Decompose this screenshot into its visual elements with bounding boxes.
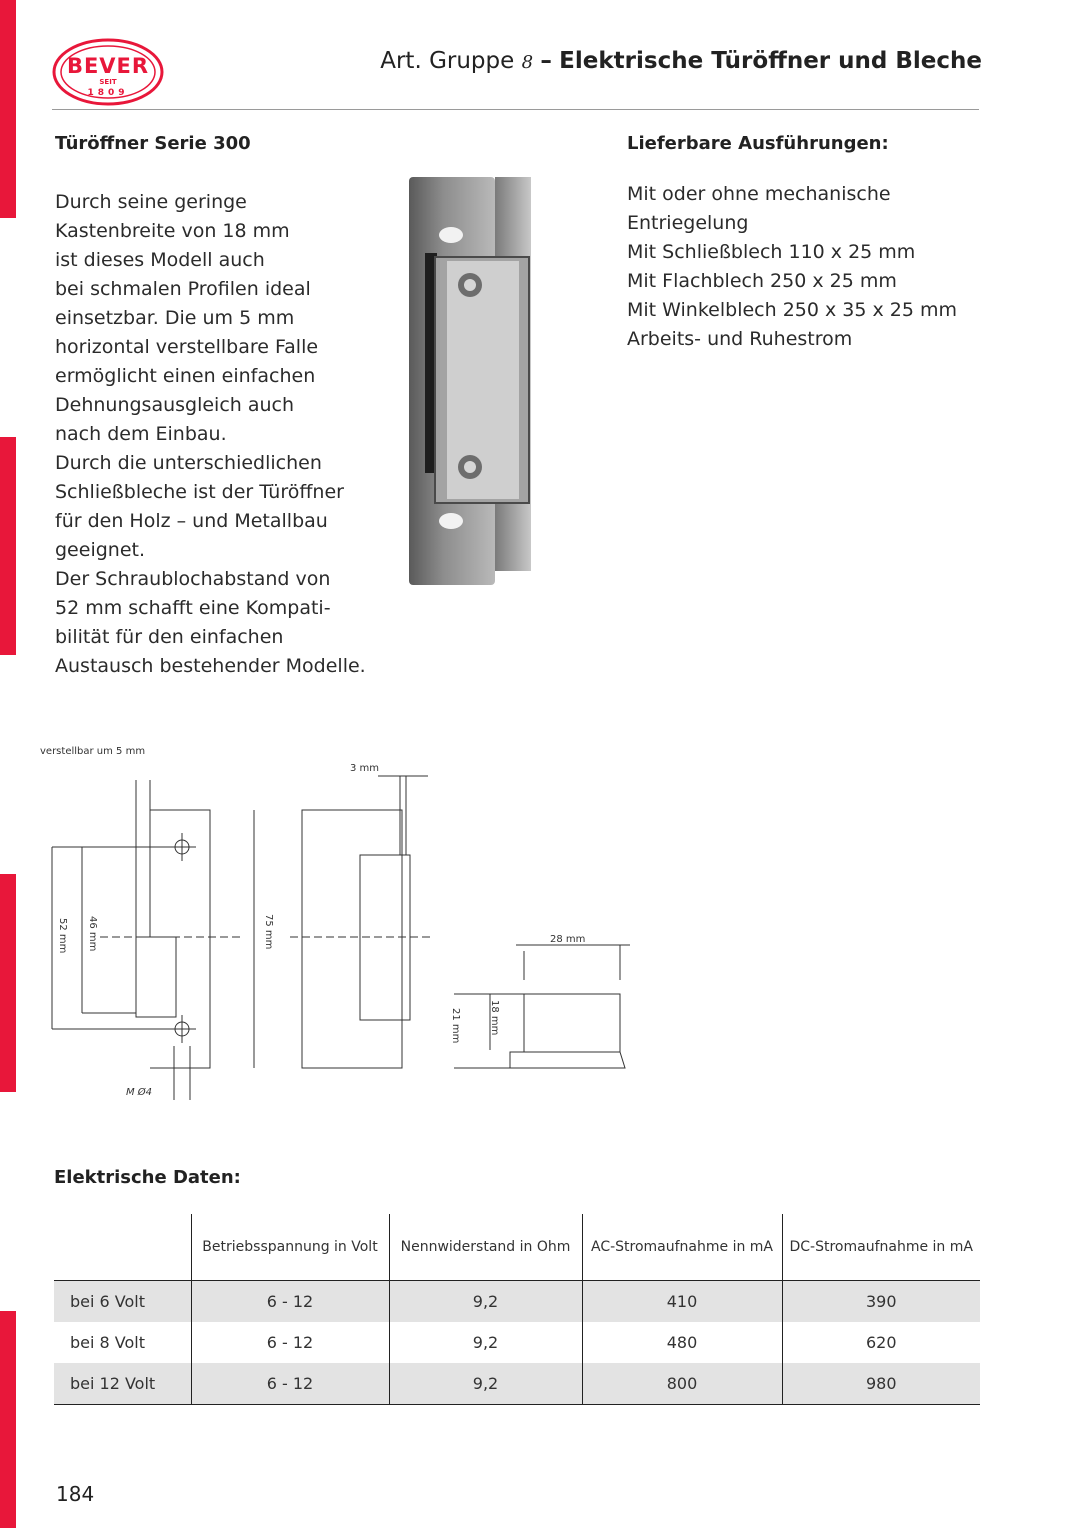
description-line: bei schmalen Profilen ideal: [55, 278, 311, 300]
table-header-cell: [54, 1214, 191, 1281]
table-cell: 9,2: [389, 1363, 582, 1405]
dim-18mm-label: 18 mm: [489, 1000, 500, 1036]
table-cell: 410: [582, 1281, 782, 1323]
description-line: geeignet.: [55, 539, 145, 561]
variant-item: Mit oder ohne mechanische: [627, 183, 891, 205]
variant-item: Mit Schließblech 110 x 25 mm: [627, 241, 916, 263]
red-margin-bar-3: [0, 874, 16, 1092]
table-row: [54, 1363, 980, 1405]
bever-logo: [52, 38, 164, 106]
description-line: horizontal verstellbare Falle: [55, 336, 319, 358]
table-cell: 9,2: [389, 1281, 582, 1323]
table-cell: 620: [782, 1322, 980, 1363]
red-margin-bar-1: [0, 0, 16, 218]
description-line: für den Holz – und Metallbau: [55, 510, 328, 532]
description-line: ermöglicht einen einfachen: [55, 365, 316, 387]
electrical-data-table: [54, 1214, 980, 1405]
variants-title: Lieferbare Ausführungen:: [627, 133, 889, 154]
table-cell: 9,2: [389, 1322, 582, 1363]
header-separator: –: [540, 48, 552, 74]
table-cell: 390: [782, 1281, 980, 1323]
red-margin-bar-2: [0, 437, 16, 655]
description-line: einsetzbar. Die um 5 mm: [55, 307, 295, 329]
description-line: Dehnungsausgleich auch: [55, 394, 295, 416]
variant-item: Mit Flachblech 250 x 25 mm: [627, 270, 897, 292]
logo-name: BEVER: [66, 54, 150, 78]
dim-28mm-label: 28 mm: [550, 934, 586, 945]
table-cell: 480: [582, 1322, 782, 1363]
header-title: Elektrische Türöffner und Bleche: [559, 48, 982, 74]
table-cell: 6 - 12: [191, 1363, 389, 1405]
description-line: Schließbleche ist der Türöffner: [55, 481, 344, 503]
description-line: Kastenbreite von 18 mm: [55, 220, 290, 242]
header-group-number: 8: [521, 52, 534, 73]
table-row-label: bei 12 Volt: [54, 1363, 191, 1405]
dim-75mm-label: 75 mm: [263, 914, 274, 950]
dim-52mm-label: 52 mm: [57, 918, 68, 954]
description-line: bilität für den einfachen: [55, 626, 284, 648]
product-photo: [405, 175, 533, 587]
table-row: [54, 1281, 980, 1323]
description-line: Der Schraublochabstand von: [55, 568, 331, 590]
dim-screw-label: M Ø4: [126, 1087, 153, 1098]
description-line: Durch die unterschiedlichen: [55, 452, 322, 474]
table-row-label: bei 6 Volt: [54, 1281, 191, 1323]
dim-adjustable-label: verstellbar um 5 mm: [40, 746, 146, 757]
table-header-cell: Nennwiderstand in Ohm: [389, 1214, 582, 1281]
table-header-row: [54, 1214, 980, 1281]
table-row: [54, 1322, 980, 1363]
logo-seit: SEIT: [99, 78, 117, 86]
table-header-cell: DC-Stromaufnahme in mA: [782, 1214, 980, 1281]
variant-item: Mit Winkelblech 250 x 35 x 25 mm: [627, 299, 958, 321]
header-art-gruppe: Art. Gruppe: [380, 48, 515, 74]
dim-21mm-label: 21 mm: [450, 1008, 461, 1044]
table-cell: 6 - 12: [191, 1281, 389, 1323]
variant-item: Arbeits- und Ruhestrom: [627, 328, 853, 350]
description-line: Austausch bestehender Modelle.: [55, 655, 366, 677]
variants-list: [627, 180, 957, 354]
table-cell: 980: [782, 1363, 980, 1405]
variant-item: Entriegelung: [627, 212, 749, 234]
electrical-title: Elektrische Daten:: [54, 1167, 241, 1188]
dim-46mm-label: 46 mm: [87, 916, 98, 952]
product-description: [55, 188, 366, 681]
product-title: Türöffner Serie 300: [55, 133, 251, 154]
table-header-cell: Betriebsspannung in Volt: [191, 1214, 389, 1281]
description-line: Durch seine geringe: [55, 191, 247, 213]
description-line: nach dem Einbau.: [55, 423, 227, 445]
page-header: [380, 48, 982, 74]
description-line: ist dieses Modell auch: [55, 249, 265, 271]
description-line: 52 mm schafft eine Kompati-: [55, 597, 331, 619]
dim-3mm-label: 3 mm: [350, 763, 380, 774]
table-header-cell: AC-Stromaufnahme in mA: [582, 1214, 782, 1281]
header-rule: [52, 109, 979, 110]
logo-year: 1809: [87, 88, 129, 98]
table-cell: 800: [582, 1363, 782, 1405]
page-number: 184: [56, 1482, 95, 1506]
table-cell: 6 - 12: [191, 1322, 389, 1363]
red-margin-bar-4: [0, 1311, 16, 1528]
technical-drawing: [40, 740, 640, 1100]
table-row-label: bei 8 Volt: [70, 1333, 146, 1352]
electrical-table-wrap: [54, 1214, 980, 1405]
